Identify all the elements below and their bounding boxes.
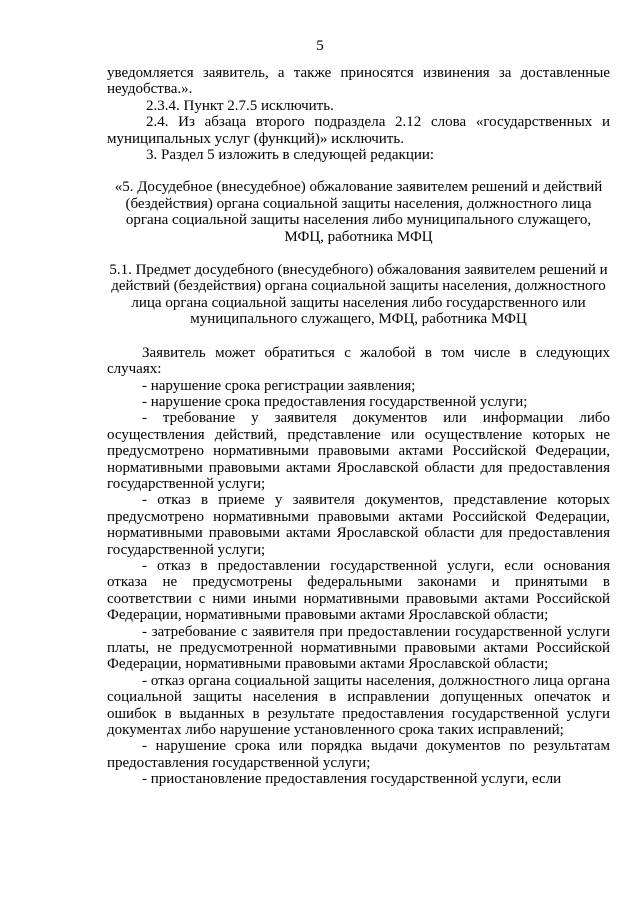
list-item: - отказ в приеме у заявителя документов, представление которых предусмотрено нормативными правовыми актами Российской Федерации, нормативными правовыми актами Ярославской области для предоставления государственной услуги; (107, 492, 610, 558)
list-item: - отказ органа социальной защиты населения, должностного лица органа социальной защиты населения в исправлении допущенных опечаток и ошибок в выданных в результате предоставления государственной услуги документах либо нарушение установленного срока таких исправлений; (107, 672, 610, 739)
document-body (107, 65, 610, 788)
list-item: - затребование с заявителя при предоставлении государственной услуги платы, не предусмотренной нормативными правовыми актами Российской Федерации, нормативными правовыми актами Ярославской области; (107, 623, 610, 673)
spacer (107, 328, 610, 345)
spacer (107, 245, 610, 262)
paragraph-continuation: уведомляется заявитель, а также приносятся извинения за доставленные неудобства.». (107, 65, 610, 98)
list-item: - нарушение срока или порядка выдачи документов по результатам предоставления государственной услуги; (107, 738, 610, 771)
spacer (107, 163, 610, 179)
list-item: - отказ в предоставлении государственной услуги, если основания отказа не предусмотрены федеральными законами и принятыми в соответствии с ними иными нормативными правовыми актами Российской Федерации, нормативными правовыми актами Ярославской области; (107, 557, 610, 624)
list-item: - требование у заявителя документов или информации либо осуществления действий, представление или осуществление которых не предусмотрено нормативными правовыми актами Российской Федерации, нормативными правовыми актами Ярославской области для предоставления государственной услуги; (107, 410, 610, 492)
paragraph-2-4: 2.4. Из абзаца второго подраздела 2.12 слова «государственных и муниципальных услуг (функций)» исключить. (107, 114, 610, 147)
list-item: - нарушение срока предоставления государственной услуги; (142, 393, 528, 410)
intro-paragraph: Заявитель может обратиться с жалобой в том числе в следующих случаях: (107, 344, 610, 378)
page-number: 5 (316, 38, 324, 54)
list-item: - нарушение срока регистрации заявления; (142, 377, 416, 394)
list-item: - приостановление предоставления государственной услуги, если (142, 771, 562, 788)
subsection-title: 5.1. Предмет досудебного (внесудебного) обжалования заявителем решений и действий (бездействия) органа социальной защиты населения, должностного лица органа социальной защиты населения либо государственного или муниципального служащего, МФЦ, работника МФЦ (109, 262, 608, 328)
paragraph-3: 3. Раздел 5 изложить в следующей редакции: (146, 147, 435, 164)
section-title: «5. Досудебное (внесудебное) обжалование заявителем решений и действий (бездействия) органа социальной защиты населения, должностного лица органа социальной защиты населения либо муниципального служащего, МФЦ, работника МФЦ (114, 179, 603, 245)
paragraph-2-3-4: 2.3.4. Пункт 2.7.5 исключить. (146, 97, 334, 114)
